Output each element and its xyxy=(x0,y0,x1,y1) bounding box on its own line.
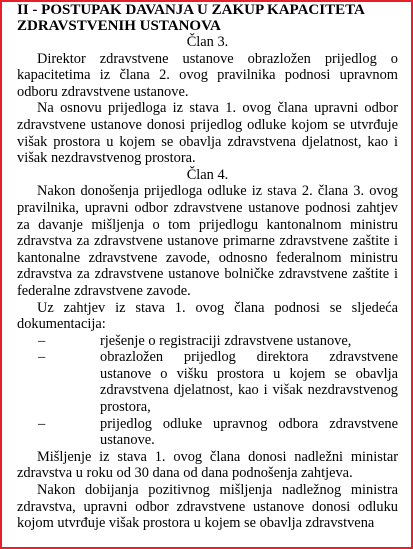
article-3-title: Član 3. xyxy=(186,34,229,50)
section-heading-line-1: II - POSTUPAK DAVANJA U ZAKUP KAPACITETA xyxy=(17,2,365,18)
list-item-text: obrazložen prijedlog direktora zdravstvene ustanove o višku prostora u kojem se obavlja zdravstvena djelatnost, kao i višak nezdravstvenog prostora, xyxy=(100,349,398,416)
article-4-paragraph-1: Nakon donošenja prijedloga odluke iz stava 2. člana 3. ovog pravilnika, upravni odbor zdravstvene ustanove podnosi zahtjev za davanje mišljenja o tom prijedlogu kantonalnom ministru zdravstva za zdravstvene ustanove primarne zdravstvene zaštite i kantonalne zdravstvene zavode, odnosno federalnom ministru zdravstva za zdravstvene ustanove bolničke zdravstvene zaštite i federalne zdravstvene zavode. xyxy=(17,183,398,299)
article-3-paragraph-2: Na osnovu prijedloga iz stava 1. ovog člana upravni odbor zdravstvene ustanove donosi prijedlog odluke kojom se utvrđuje višak prostora u kojem se obavlja zdravstvena djelatnost, kao i višak nezdravstvenog prostora. xyxy=(17,100,398,167)
article-4-paragraph-3: Mišljenje iz stava 1. ovog člana donosi nadležni ministar zdravstva u roku od 30 dana od dana podnošenja zahtjeva. xyxy=(17,448,398,482)
list-dash: – xyxy=(38,332,46,349)
section-heading xyxy=(17,2,398,34)
list-item xyxy=(17,416,398,449)
list-dash: – xyxy=(38,415,46,432)
document-body xyxy=(17,2,398,532)
article-4-paragraph-4: Nakon dobijanja pozitivnog mišljenja nadležnog ministra zdravstva, upravni odbor zdravstvene ustanove donosi odluku kojom utvrđuje višak prostora u kojem se obavlja zdravstvena xyxy=(17,482,398,532)
article-4-paragraph-2: Uz zahtjev iz stava 1. ovog člana podnosi se sljedeća dokumentacija: xyxy=(17,299,398,333)
article-4-title: Član 4. xyxy=(186,166,229,183)
list-dash: – xyxy=(38,349,46,366)
article-3-paragraph-1: Direktor zdravstvene ustanove obrazložen prijedlog o kapacitetima iz člana 2. ovog pravilnika podnosi upravnom odboru zdravstvene ustanove. xyxy=(17,50,398,100)
list-item xyxy=(17,349,398,415)
section-heading-line-2: ZDRAVSTVENIH USTANOVA xyxy=(17,18,221,34)
list-item xyxy=(17,333,398,350)
documentation-list xyxy=(17,333,398,449)
list-item-text: rješenje o registraciji zdravstvene ustanove, xyxy=(100,332,352,349)
list-item-text: prijedlog odluke upravnog odbora zdravstvene ustanove. xyxy=(100,415,398,449)
